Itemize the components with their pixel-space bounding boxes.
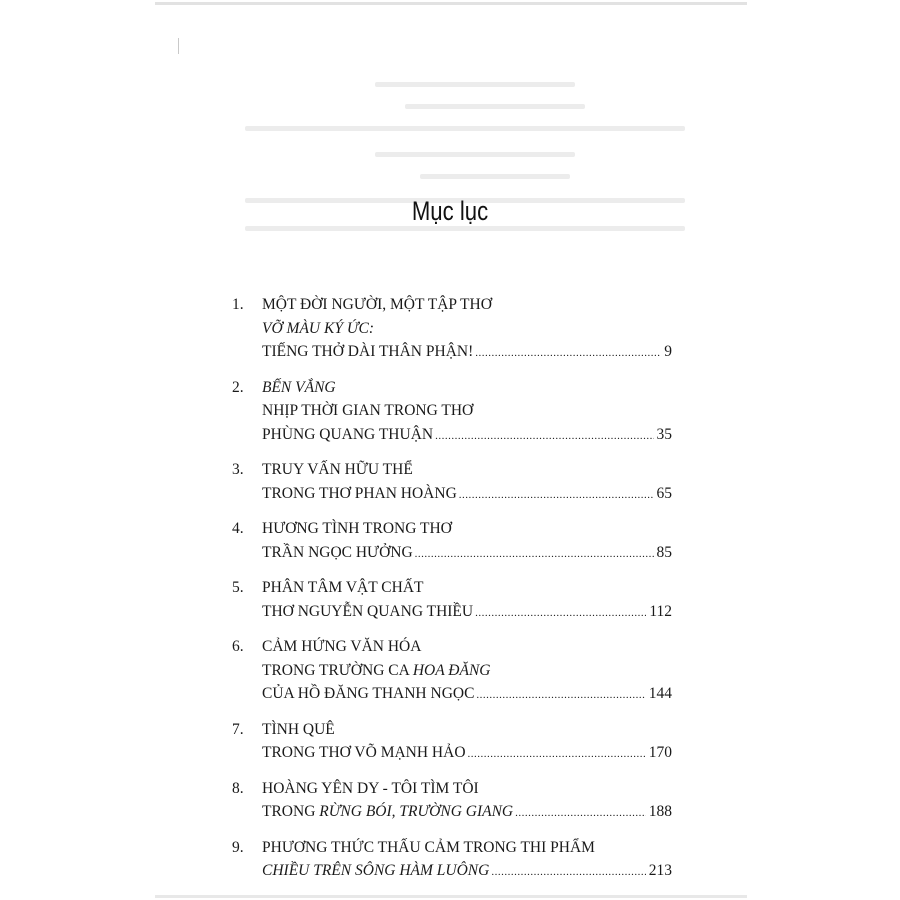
entry-number: 6.	[232, 638, 244, 655]
toc-entry-2[interactable]	[232, 376, 672, 449]
entry-title-line: PHÙNG QUANG THUẬN	[262, 425, 434, 443]
leader-dots	[435, 425, 653, 449]
leader-dots	[415, 543, 654, 567]
entry-number: 4.	[232, 520, 244, 537]
toc-entry-9[interactable]	[232, 836, 672, 885]
entry-title-line: TRẦN NGỌC HƯỞNG	[262, 543, 413, 561]
entry-number: 2.	[232, 378, 244, 396]
page-number: 85	[656, 543, 672, 561]
entry-title-line: CẢM HỨNG VĂN HÓA	[262, 638, 422, 655]
entry-number: 9.	[232, 838, 244, 856]
leader-dots	[491, 861, 645, 885]
toc-entry-7[interactable]	[232, 718, 672, 767]
entry-title-italic: BẾN VẮNG	[262, 378, 336, 396]
entry-title-line: THƠ NGUYỄN QUANG THIỀU	[262, 602, 474, 620]
entry-title-line: TRONG TRƯỜNG CA	[262, 661, 413, 679]
page-number: 213	[648, 862, 672, 879]
toc-entry-1[interactable]	[232, 293, 672, 366]
page-title: Mục lục	[411, 196, 489, 226]
entry-title-line: CỦA HỒ ĐĂNG THANH NGỌC	[262, 685, 475, 702]
toc-entry-5[interactable]	[232, 576, 672, 625]
entry-title-line: MỘT ĐỜI NGƯỜI, MỘT TẬP THƠ	[262, 296, 492, 313]
entry-number: 7.	[232, 720, 244, 738]
page-number: 35	[656, 425, 672, 443]
page-number: 170	[648, 744, 672, 761]
entry-title-line: TÌNH QUÊ	[262, 720, 335, 738]
toc-entry-8[interactable]	[232, 777, 672, 826]
entry-title-italic: HOA ĐĂNG	[412, 661, 491, 679]
leader-dots	[468, 743, 646, 767]
page-number: 65	[656, 484, 672, 502]
leader-dots	[515, 802, 646, 826]
table-of-contents	[232, 293, 672, 895]
entry-title-line: PHƯƠNG THỨC THẤU CẢM TRONG THI PHẨM	[262, 838, 595, 856]
page-number: 9	[664, 343, 672, 360]
entry-number: 3.	[232, 461, 244, 478]
entry-title-line: HƯƠNG TÌNH TRONG THƠ	[262, 520, 452, 537]
leader-dots	[475, 342, 661, 366]
page-number: 188	[648, 803, 672, 820]
leader-dots	[476, 684, 645, 708]
entry-number: 1.	[232, 296, 244, 313]
entry-title-line: HOÀNG YÊN DY - TÔI TÌM TÔI	[262, 779, 479, 797]
entry-title-italic: RỪNG BÓI, TRƯỜNG GIANG	[319, 803, 514, 820]
entry-title-line: TRUY VẤN HỮU THỂ	[262, 461, 413, 478]
leader-dots	[459, 484, 654, 508]
toc-entry-4[interactable]	[232, 517, 672, 566]
entry-title-italic: VỠ MÀU KÝ ỨC:	[262, 319, 375, 337]
leader-dots	[475, 602, 646, 626]
page-bottom-edge	[155, 895, 747, 898]
page-top-edge	[155, 2, 747, 5]
entry-title-italic: CHIỀU TRÊN SÔNG HÀM LUÔNG	[262, 862, 490, 879]
entry-title-line: NHỊP THỜI GIAN TRONG THƠ	[262, 402, 474, 419]
page-number: 144	[648, 685, 672, 702]
entry-title-line: TIẾNG THỞ DÀI THÂN PHẬN!	[262, 343, 474, 360]
page-mark	[178, 38, 179, 54]
entry-title-line: TRONG THƠ PHAN HOÀNG	[262, 484, 457, 502]
entry-title-line: TRONG THƠ VÕ MẠNH HẢO	[262, 744, 466, 761]
entry-title-line: PHÂN TÂM VẬT CHẤT	[262, 579, 424, 596]
entry-number: 5.	[232, 579, 244, 596]
toc-entry-3[interactable]	[232, 458, 672, 507]
page-number: 112	[649, 602, 672, 620]
entry-title-line: TRONG	[262, 803, 320, 820]
entry-number: 8.	[232, 779, 244, 797]
toc-entry-6[interactable]	[232, 635, 672, 708]
